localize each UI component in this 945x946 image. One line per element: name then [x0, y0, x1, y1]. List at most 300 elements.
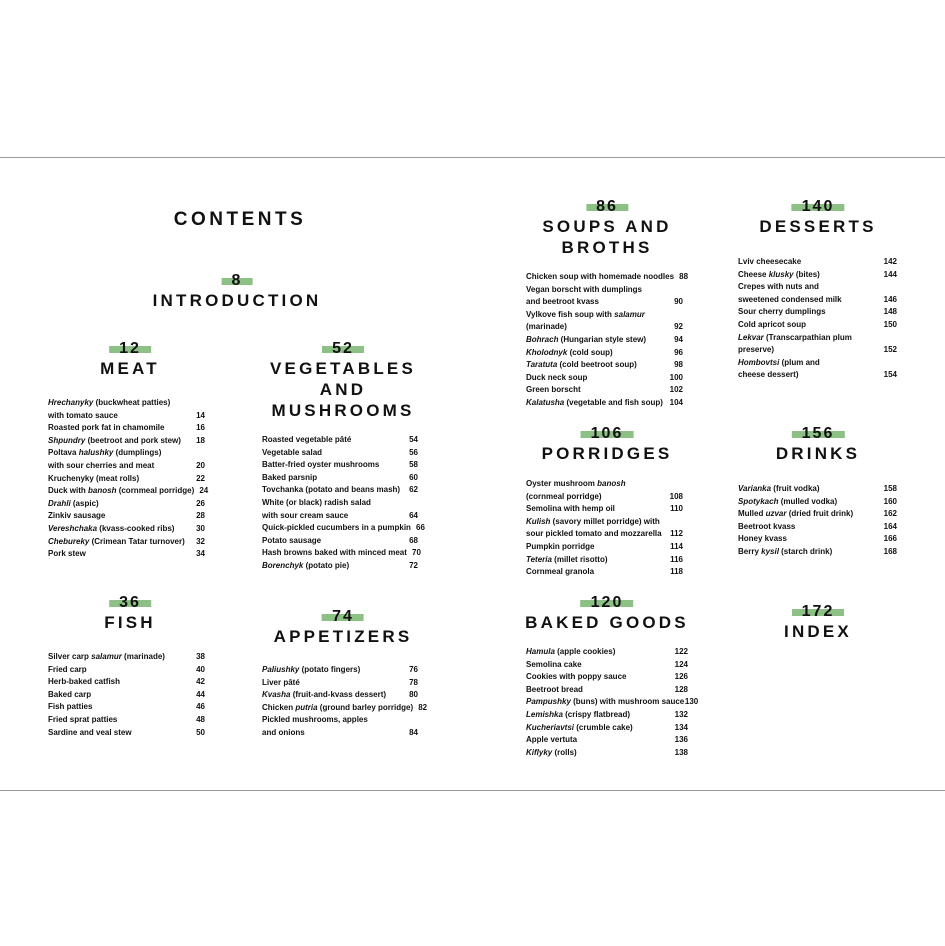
recipe-page-number: 168: [883, 546, 897, 556]
recipe-entry[interactable]: [262, 664, 418, 677]
section-header-appetizers: [274, 608, 413, 647]
section-heading: SOUPS AND: [542, 217, 672, 236]
section-heading: DRINKS: [775, 444, 861, 463]
recipe-title: [738, 281, 819, 294]
recipe-page-number: 152: [883, 345, 897, 355]
recipe-title: [738, 256, 801, 269]
recipe-page-number: 96: [674, 347, 683, 357]
recipe-page-number: 16: [196, 423, 205, 433]
recipe-title-italic: Lekvar: [738, 332, 764, 342]
recipe-page-number: 28: [196, 511, 205, 521]
recipe-entry[interactable]: [48, 727, 205, 740]
recipe-entry[interactable]: [526, 296, 683, 309]
recipe-entry[interactable]: [526, 347, 683, 360]
recipe-entry[interactable]: [526, 334, 683, 347]
recipe-page-number: 58: [409, 460, 418, 470]
recipe-title-text: (marinade): [526, 322, 567, 332]
recipe-title-italic: kysil: [761, 546, 779, 556]
recipe-title: [738, 483, 820, 496]
recipe-title-text: (vegetable and fish soup): [564, 397, 663, 407]
recipe-page-number: 108: [669, 491, 683, 501]
recipe-title-text: with tomato sauce: [48, 410, 118, 420]
recipe-page-number: 118: [670, 567, 683, 577]
recipe-page-number: 18: [196, 435, 205, 445]
recipe-title-text: (millet risotto): [551, 554, 608, 564]
recipe-title-italic: Kucheriavtsi: [526, 722, 575, 732]
recipe-title-text: (buns) with mushroom sauce: [570, 697, 685, 707]
recipe-title: [48, 714, 117, 727]
recipe-title: [262, 547, 407, 560]
recipe-page-number: 44: [196, 689, 205, 699]
recipe-title: [526, 309, 645, 322]
recipe-title: [48, 422, 164, 435]
recipe-title: [738, 496, 837, 509]
recipe-page-number: 154: [883, 370, 897, 380]
recipe-title-text: and onions: [262, 727, 305, 737]
recipe-title: [526, 709, 630, 722]
recipe-title-italic: Kiflyky: [526, 747, 553, 757]
recipe-entry[interactable]: [526, 541, 683, 554]
recipe-title-italic: Paliushky: [262, 665, 300, 674]
recipe-entry[interactable]: [262, 459, 418, 472]
recipe-title: [262, 447, 322, 460]
recipe-title: [738, 269, 820, 282]
recipe-title-italic: Shpundry: [48, 435, 86, 445]
recipe-entry[interactable]: [738, 533, 897, 546]
recipe-page-number: 160: [883, 496, 897, 506]
recipe-entry[interactable]: [48, 397, 205, 410]
recipe-title-text: Zinkiv sausage: [48, 511, 106, 521]
recipe-entry[interactable]: [526, 528, 683, 541]
recipe-entry[interactable]: [526, 646, 688, 659]
recipe-entry[interactable]: [262, 689, 418, 702]
recipe-title: [526, 503, 615, 516]
recipe-title: [526, 296, 599, 309]
recipe-entry[interactable]: [526, 309, 683, 322]
recipe-page-number: 88: [679, 272, 689, 281]
recipe-title: [262, 535, 321, 548]
recipe-title-text: (cornmeal porridge): [526, 491, 602, 501]
recipe-page-number: [669, 516, 683, 529]
recipe-page-number: 104: [669, 397, 683, 407]
recipe-title-text: (fruit vodka): [771, 484, 820, 493]
recipe-title: [526, 554, 608, 567]
recipe-entry[interactable]: [526, 503, 683, 516]
recipe-entry[interactable]: [526, 709, 688, 722]
recipe-title-text: (Crimean Tatar turnover): [89, 536, 185, 546]
recipe-page-number: 30: [196, 523, 205, 533]
recipe-title: [526, 747, 577, 760]
recipe-title-text: Tovchanka (potato and beans mash): [262, 485, 401, 495]
recipe-title: [526, 397, 663, 410]
recipe-entry[interactable]: [262, 522, 425, 535]
recipe-title: [526, 722, 633, 735]
recipe-title-text: Liver pâté: [262, 677, 300, 687]
recipe-title: [738, 521, 795, 534]
recipe-entry[interactable]: [48, 422, 205, 435]
recipe-entry[interactable]: [48, 689, 205, 702]
recipe-title-italic: Bohrach: [526, 334, 559, 344]
recipe-entry[interactable]: [262, 497, 418, 510]
recipe-title-text: (Transcarpathian plum: [763, 332, 852, 342]
recipe-entry[interactable]: [738, 306, 897, 319]
recipe-title: [262, 689, 386, 702]
recipe-title-text: Semolina with hemp oil: [526, 504, 615, 514]
recipe-title: [738, 332, 852, 345]
section-header-soups: [542, 198, 671, 258]
recipe-title-text: (potato fingers): [299, 665, 361, 674]
recipe-title: [526, 384, 581, 397]
recipe-page-number: 128: [674, 684, 688, 694]
recipe-page-number: 130: [684, 697, 699, 707]
recipe-entry[interactable]: [526, 516, 683, 529]
recipe-title-text: (crispy flatbread): [562, 709, 631, 719]
recipe-entry[interactable]: [262, 547, 421, 560]
recipe-title-text: Semolina cake: [526, 659, 582, 669]
section-header-baked-goods: [525, 594, 689, 633]
recipe-title-text: (plum and: [779, 357, 820, 367]
recipe-page-number: [669, 284, 683, 297]
recipe-page-number: 48: [196, 714, 205, 724]
recipe-title-text: with sour cherries and meat: [48, 460, 155, 470]
recipe-entry[interactable]: [262, 510, 418, 523]
section-page-number: 52: [322, 341, 364, 357]
recipe-entry[interactable]: [262, 447, 418, 460]
recipe-list-vegetables: [262, 434, 425, 573]
recipe-page-number: [191, 397, 205, 410]
recipe-title-text: Vegan borscht with dumplings: [526, 284, 643, 294]
recipe-page-number: 132: [674, 709, 688, 719]
recipe-page-number: 166: [883, 534, 897, 544]
recipe-page-number: 162: [883, 509, 897, 519]
recipe-entry[interactable]: [48, 498, 205, 511]
recipe-page-number: 62: [409, 485, 418, 495]
recipe-page-number: 60: [409, 472, 418, 482]
recipe-title: [526, 284, 642, 297]
recipe-title: [738, 294, 842, 307]
recipe-page-number: 22: [196, 473, 205, 483]
section-page-number: 120: [581, 595, 634, 611]
recipe-page-number: [883, 357, 897, 370]
recipe-title-text: Cold apricot soup: [738, 319, 806, 329]
recipe-page-number: 92: [674, 322, 683, 332]
recipe-title: [526, 566, 594, 579]
recipe-title: [262, 560, 349, 573]
recipe-title-text: Beetroot kvass: [738, 521, 796, 531]
recipe-title-text: Baked carp: [48, 689, 92, 699]
recipe-title-text: (starch drink): [778, 546, 833, 556]
recipe-title-italic: klusky: [768, 269, 794, 279]
section-heading: DESSERTS: [759, 217, 877, 236]
recipe-page-number: 110: [670, 504, 683, 514]
recipe-entry[interactable]: [526, 284, 683, 297]
recipe-title-text: (aspic): [70, 498, 99, 508]
recipe-entry[interactable]: [738, 521, 897, 534]
recipe-entry[interactable]: [526, 372, 683, 385]
recipe-page-number: 136: [674, 735, 688, 745]
recipe-title-text: Duck with: [48, 486, 89, 496]
recipe-title-italic: Chebureky: [48, 536, 90, 546]
recipe-entry[interactable]: [262, 560, 418, 573]
recipe-entry[interactable]: [526, 684, 688, 697]
recipe-entry[interactable]: [738, 546, 897, 559]
section-page-number: 86: [586, 199, 628, 215]
recipe-entry[interactable]: [48, 676, 205, 689]
recipe-title-text: Kruchenyky (meat rolls): [48, 473, 140, 483]
recipe-page-number: 82: [418, 702, 428, 712]
recipe-title: [526, 646, 615, 659]
recipe-entry[interactable]: [48, 460, 205, 473]
recipe-list-porridges: [526, 478, 683, 579]
recipe-title: [48, 435, 181, 448]
recipe-entry[interactable]: [526, 696, 699, 709]
recipe-entry[interactable]: [738, 508, 897, 521]
recipe-title-italic: Kvasha: [262, 690, 291, 700]
recipe-list-baked-goods: [526, 646, 699, 759]
recipe-title-text: (buckwheat patties): [93, 398, 171, 407]
recipe-entry[interactable]: [262, 434, 418, 447]
recipe-entry[interactable]: [48, 536, 205, 549]
recipe-title: [526, 541, 594, 554]
recipe-entry[interactable]: [526, 566, 683, 579]
recipe-page-number: 146: [883, 294, 897, 304]
recipe-title: [48, 410, 118, 423]
recipe-title-italic: Vereshchaka: [48, 523, 98, 533]
section-page-number: 8: [222, 273, 253, 289]
recipe-title: [48, 548, 86, 561]
recipe-entry[interactable]: [48, 523, 205, 536]
recipe-title: [262, 522, 411, 535]
recipe-entry[interactable]: [48, 664, 205, 677]
recipe-title: [48, 676, 120, 689]
recipe-title-text: sweetened condensed milk: [738, 294, 842, 304]
recipe-entry[interactable]: [526, 271, 689, 284]
recipe-title: [48, 664, 87, 677]
recipe-title-text: preserve): [738, 345, 775, 355]
recipe-entry[interactable]: [526, 734, 688, 747]
recipe-title: [262, 702, 413, 715]
recipe-page-number: [669, 309, 683, 322]
recipe-page-number: 144: [883, 269, 897, 279]
recipe-entry[interactable]: [738, 294, 897, 307]
recipe-title-text: Berry: [738, 546, 762, 556]
recipe-entry[interactable]: [526, 384, 683, 397]
recipe-page-number: [883, 332, 897, 345]
recipe-entry[interactable]: [526, 478, 683, 491]
recipe-page-number: 138: [674, 747, 688, 757]
recipe-entry[interactable]: [738, 357, 897, 370]
recipe-page-number: 14: [196, 410, 205, 420]
recipe-entry[interactable]: [526, 397, 683, 410]
recipe-page-number: 76: [409, 665, 418, 674]
recipe-title: [262, 664, 360, 677]
recipe-entry[interactable]: [738, 332, 897, 345]
recipe-title-text: Hash browns baked with minced meat: [262, 548, 407, 558]
recipe-title-italic: Hamula: [526, 647, 555, 656]
recipe-entry[interactable]: [738, 269, 897, 282]
section-header-fish: [104, 594, 156, 633]
recipe-title: [48, 485, 194, 498]
recipe-entry[interactable]: [48, 714, 205, 727]
recipe-title-text: Sardine and veal stew: [48, 727, 132, 737]
recipe-page-number: 90: [674, 297, 683, 307]
recipe-entry[interactable]: [526, 722, 688, 735]
recipe-title-text: (apple cookies): [554, 647, 616, 656]
recipe-entry[interactable]: [48, 485, 209, 498]
recipe-title: [262, 472, 317, 485]
section-page-number: 12: [109, 341, 151, 357]
recipe-page-number: 114: [670, 541, 683, 551]
recipe-title-text: Chicken: [262, 702, 296, 712]
recipe-title-text: Pumpkin porridge: [526, 541, 595, 551]
section-heading: BAKED GOODS: [525, 613, 689, 632]
recipe-entry[interactable]: [738, 496, 897, 509]
recipe-page-number: [669, 478, 683, 491]
recipe-title-text: Honey kvass: [738, 534, 787, 544]
recipe-entry[interactable]: [48, 410, 205, 423]
recipe-entry[interactable]: [262, 472, 418, 485]
section-heading: APPETIZERS: [273, 627, 413, 646]
recipe-page-number: 68: [409, 535, 418, 545]
recipe-title: [738, 344, 774, 357]
recipe-title: [262, 484, 400, 497]
section-header-porridges: [542, 425, 673, 464]
recipe-title-text: Mulled: [738, 509, 766, 519]
recipe-title: [48, 510, 105, 523]
recipe-title-text: Quick-pickled cucumbers in a pumpkin: [262, 523, 411, 533]
recipe-title-text: (beetroot and pork stew): [85, 435, 181, 445]
recipe-page-number: 84: [409, 727, 418, 737]
recipe-title-italic: Hombovtsi: [738, 357, 780, 367]
recipe-title-text: Green borscht: [526, 385, 581, 395]
recipe-entry[interactable]: [526, 659, 688, 672]
recipe-title: [48, 536, 185, 549]
recipe-title-text: (cold beetroot soup): [557, 360, 637, 370]
section-page-number: 172: [792, 604, 845, 620]
recipe-entry[interactable]: [738, 344, 897, 357]
recipe-entry[interactable]: [526, 359, 683, 372]
recipe-entry[interactable]: [262, 702, 428, 715]
recipe-entry[interactable]: [262, 727, 418, 740]
recipe-title: [48, 498, 99, 511]
recipe-entry[interactable]: [48, 651, 205, 664]
recipe-list-desserts: [738, 256, 897, 382]
recipe-list-appetizers: [262, 664, 428, 740]
recipe-title-text: (fruit-and-kvass dessert): [290, 690, 387, 700]
section-header-vegetables: [270, 340, 416, 421]
section-page-number: 106: [581, 426, 634, 442]
recipe-page-number: [191, 447, 205, 460]
recipe-entry[interactable]: [48, 701, 205, 714]
recipe-title-italic: salamur: [614, 309, 645, 319]
recipe-title-text: Lviv cheesecake: [738, 257, 802, 266]
recipe-title-text: (savory millet porridge) with: [550, 516, 660, 526]
recipe-entry[interactable]: [738, 483, 897, 496]
recipe-entry[interactable]: [262, 535, 418, 548]
section-header-drinks: [776, 425, 860, 464]
recipe-entry[interactable]: [262, 714, 418, 727]
recipe-page-number: 150: [883, 319, 897, 329]
recipe-title: [526, 271, 674, 284]
section-header-meat: [100, 340, 160, 379]
recipe-entry[interactable]: [48, 447, 205, 460]
recipe-entry[interactable]: [48, 473, 205, 486]
recipe-entry[interactable]: [526, 747, 688, 760]
recipe-entry[interactable]: [48, 548, 205, 561]
recipe-title: [738, 508, 853, 521]
recipe-title: [262, 434, 351, 447]
recipe-title-text: Sour cherry dumplings: [738, 307, 826, 317]
recipe-title-italic: salamur: [91, 652, 122, 661]
recipe-page-number: 20: [196, 460, 205, 470]
recipe-title: [738, 319, 806, 332]
recipe-entry[interactable]: [738, 369, 897, 382]
recipe-page-number: 64: [409, 510, 418, 520]
recipe-page-number: 164: [883, 521, 897, 531]
recipe-entry[interactable]: [738, 256, 897, 269]
recipe-title-text: Pork stew: [48, 549, 86, 559]
recipe-title: [262, 510, 348, 523]
recipe-page-number: 50: [196, 727, 205, 737]
recipe-page-number: 116: [670, 554, 683, 564]
recipe-page-number: 102: [669, 385, 683, 395]
recipe-title-text: Baked parsnip: [262, 472, 318, 482]
recipe-entry[interactable]: [526, 321, 683, 334]
recipe-page-number: 72: [409, 560, 418, 570]
recipe-entry[interactable]: [526, 671, 688, 684]
recipe-entry[interactable]: [262, 484, 418, 497]
recipe-title-italic: Spotykach: [738, 496, 779, 506]
recipe-page-number: 94: [674, 334, 683, 344]
section-heading: VEGETABLES: [270, 359, 416, 378]
recipe-title: [526, 372, 587, 385]
recipe-title-text: (potato pie): [303, 560, 350, 570]
recipe-title: [526, 734, 577, 747]
recipe-title: [526, 516, 660, 529]
recipe-entry[interactable]: [738, 281, 897, 294]
recipe-entry[interactable]: [526, 491, 683, 504]
recipe-title-text: Potato sausage: [262, 535, 322, 545]
recipe-title-text: Fried sprat patties: [48, 714, 118, 724]
section-page-number: 140: [792, 199, 845, 215]
recipe-title-text: Duck neck soup: [526, 372, 588, 382]
section-header-index: [784, 603, 852, 642]
recipe-title: [262, 677, 300, 690]
recipe-entry[interactable]: [262, 677, 418, 690]
recipe-title: [262, 714, 368, 727]
recipe-title-text: Vylkove fish soup with: [526, 309, 615, 319]
recipe-title-italic: Kholodnyk: [526, 347, 568, 357]
recipe-page-number: 38: [196, 652, 205, 661]
recipe-title-text: and beetroot kvass: [526, 297, 599, 307]
recipe-title-text: Fried carp: [48, 664, 87, 674]
recipe-list-soups: [526, 271, 689, 410]
section-heading: MEAT: [100, 359, 160, 378]
recipe-title-text: (dumplings): [113, 448, 162, 458]
recipe-title: [526, 491, 602, 504]
recipe-entry[interactable]: [526, 554, 683, 567]
recipe-entry[interactable]: [738, 319, 897, 332]
recipe-page-number: 32: [196, 536, 205, 546]
section-page-number: 74: [322, 609, 364, 625]
recipe-entry[interactable]: [48, 435, 205, 448]
recipe-title: [738, 369, 798, 382]
recipe-title-italic: Kulish: [526, 516, 551, 526]
recipe-title-text: (marinade): [121, 652, 165, 661]
recipe-entry[interactable]: [48, 510, 205, 523]
recipe-title: [738, 533, 787, 546]
recipe-page-number: 24: [199, 486, 209, 496]
